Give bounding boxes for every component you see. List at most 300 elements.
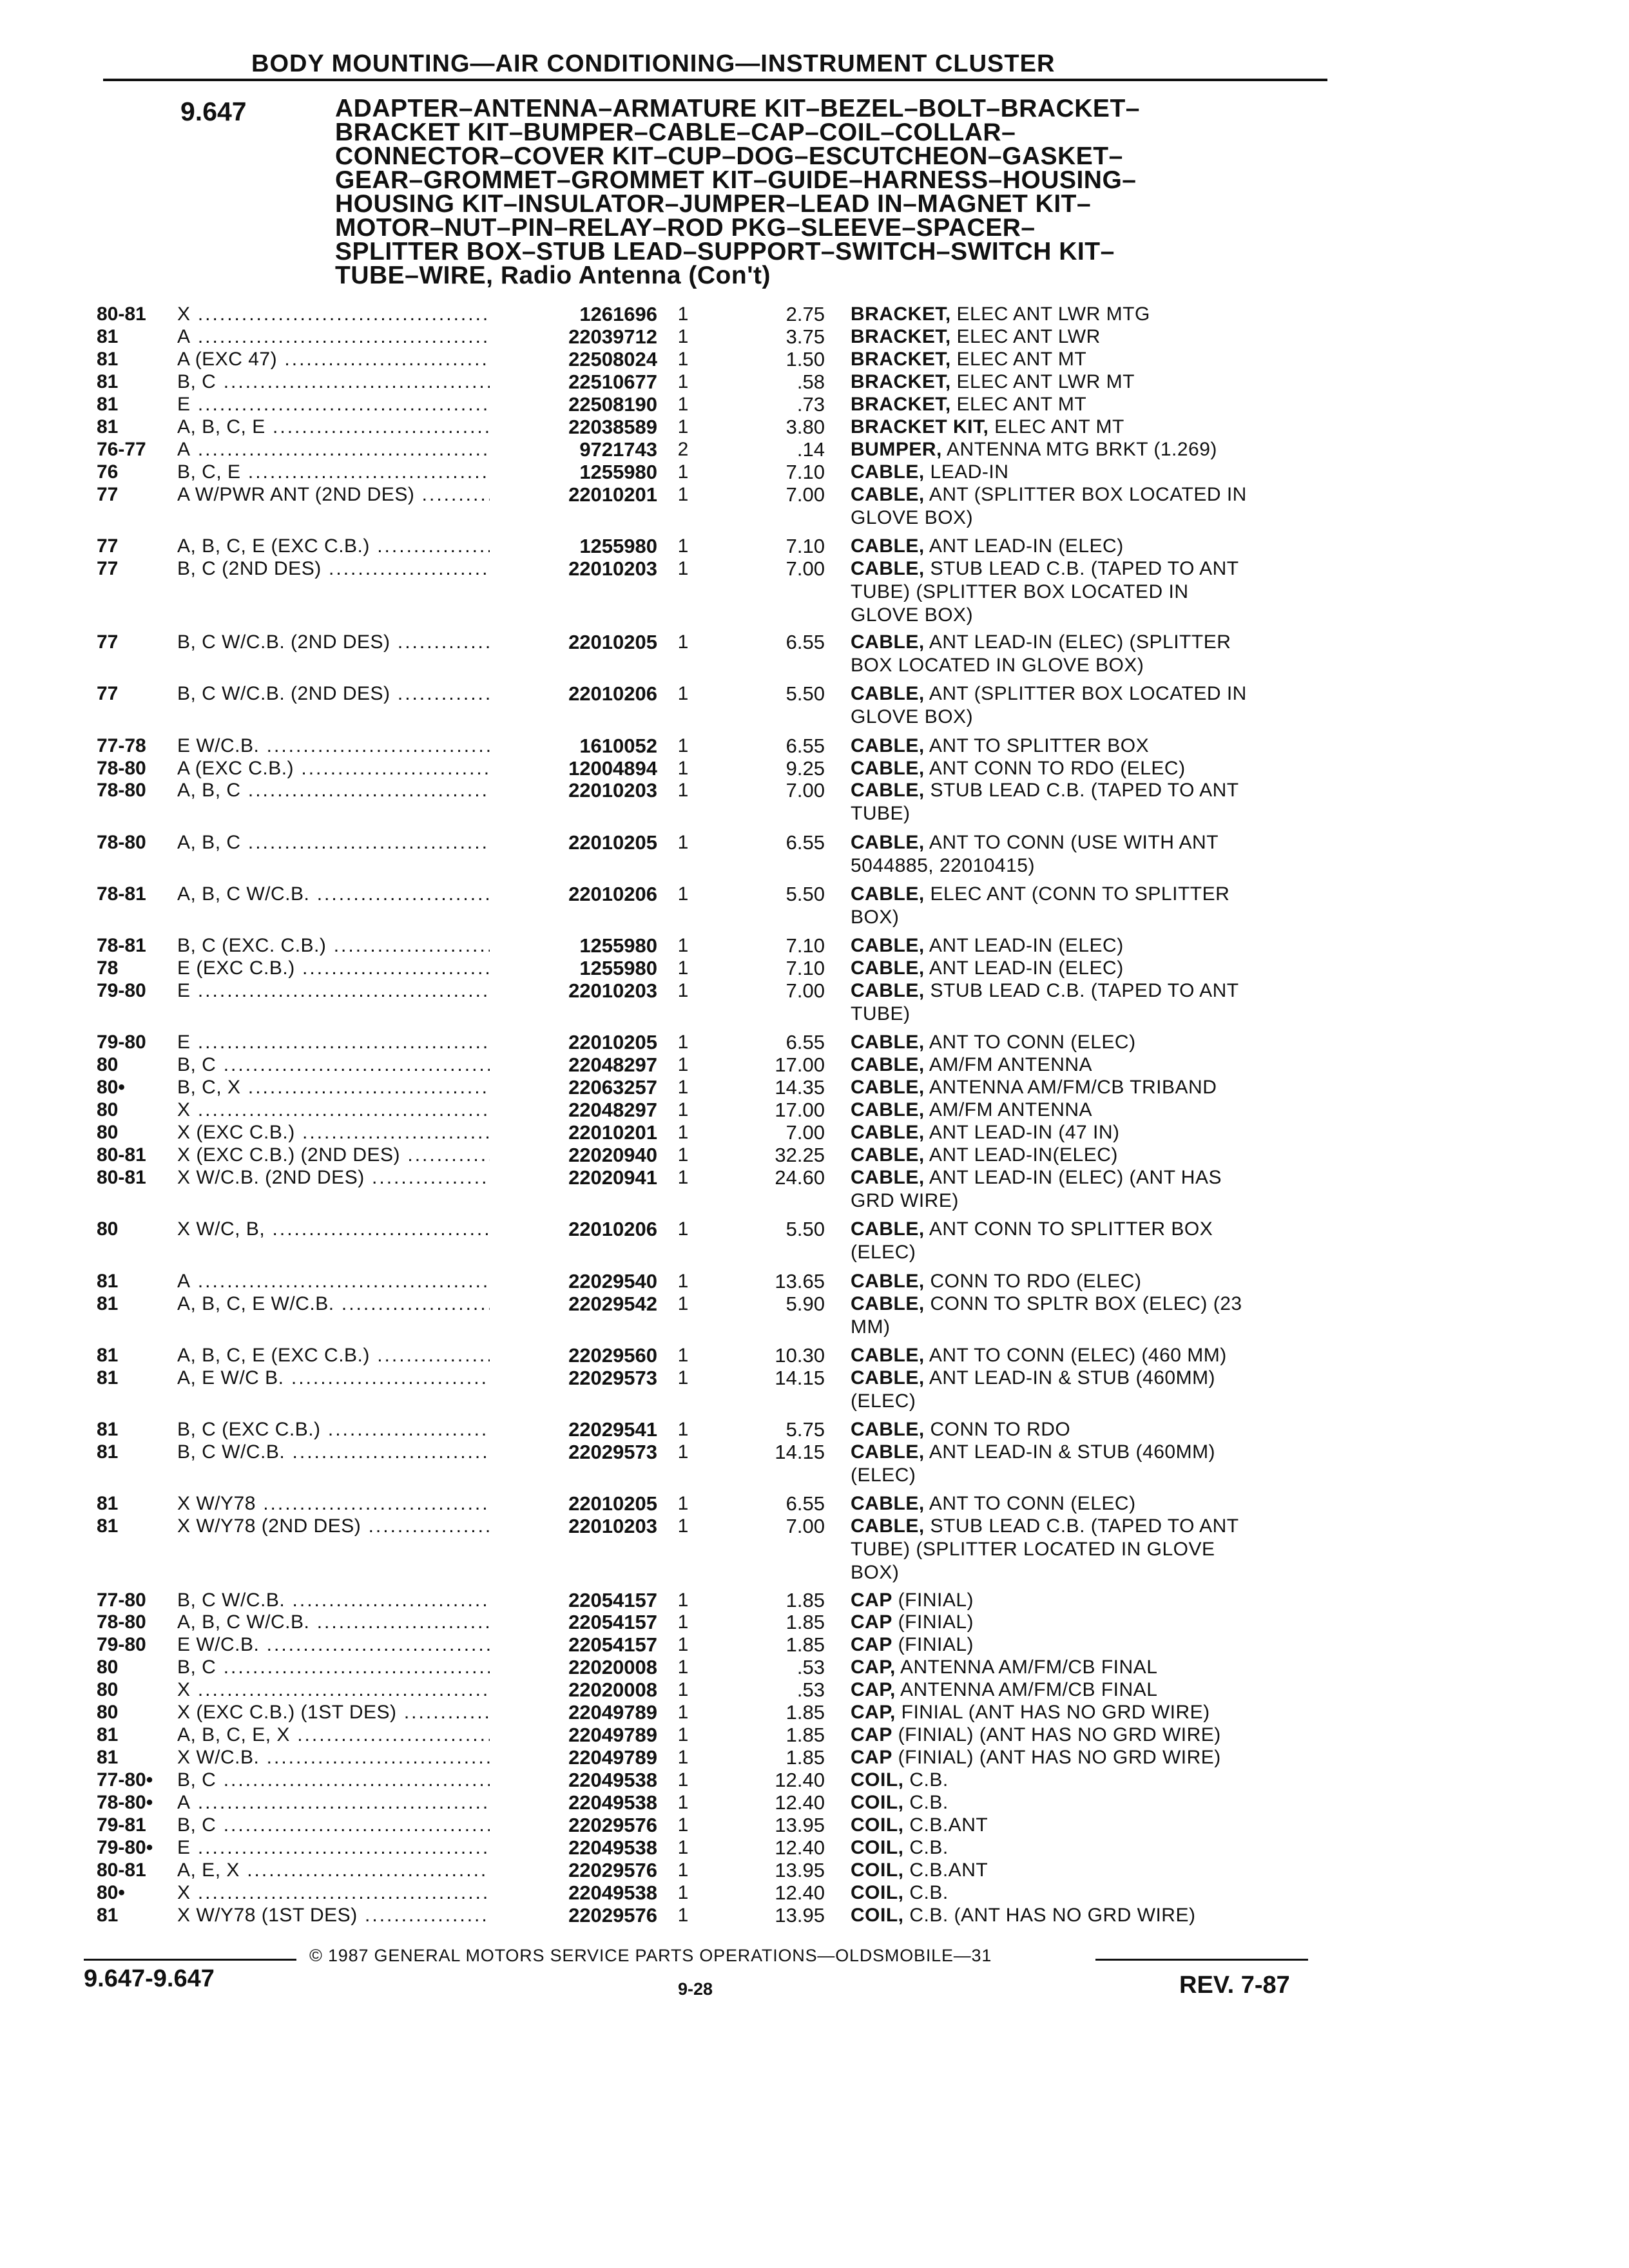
part-name: CABLE, <box>851 557 925 579</box>
part-description <box>851 1121 1347 1144</box>
price: 2.75 <box>786 303 825 325</box>
model-year: 79-80 <box>97 1634 146 1656</box>
part-description <box>851 831 1347 878</box>
model-code: E ..... <box>177 979 519 1003</box>
quantity: 1 <box>677 1679 689 1701</box>
part-detail: ELEC ANT LWR <box>950 325 1101 347</box>
part-name: CABLE, <box>851 483 925 505</box>
part-detail: AM/FM ANTENNA <box>924 1099 1093 1121</box>
part-description <box>851 1814 1347 1837</box>
price: 5.50 <box>786 883 825 905</box>
part-detail: STUB LEAD C.B. (TAPED TO ANT TUBE) <box>851 980 1239 1025</box>
part-description <box>851 1367 1347 1413</box>
price: 9.25 <box>786 756 825 780</box>
model-year: 77 <box>97 683 119 705</box>
part-number: 22049538 <box>490 1881 657 1905</box>
table-row <box>0 557 1629 631</box>
part-number: 22029576 <box>490 1904 657 1927</box>
table-row <box>0 735 1629 757</box>
model-code: A ..... <box>177 438 519 461</box>
price: 13.95 <box>775 1858 825 1881</box>
part-detail: C.B. <box>903 1769 949 1791</box>
part-name: CABLE, <box>851 1270 925 1292</box>
part-description <box>851 303 1347 326</box>
part-number: 1610052 <box>490 735 657 758</box>
table-row <box>0 461 1629 483</box>
model-code: X (EXC C.B.) (2ND DES) ..... <box>177 1144 519 1167</box>
table-row <box>0 831 1629 883</box>
part-detail: ANT TO CONN (USE WITH ANT 5044885, 22010415) <box>851 831 1219 876</box>
part-number: 22010203 <box>490 557 657 581</box>
model-code: X W/C.B. ..... <box>177 1746 519 1769</box>
price: 13.65 <box>775 1269 825 1293</box>
model-code: X ..... <box>177 1678 519 1702</box>
part-detail: ANT LEAD-IN (ELEC) <box>924 535 1124 557</box>
part-number: 22048297 <box>490 1099 657 1122</box>
model-code: X W/Y78 (1ST DES) ..... <box>177 1904 519 1927</box>
quantity: 1 <box>677 1589 689 1611</box>
model-code: E ..... <box>177 1031 519 1054</box>
part-detail: (FINIAL) <box>892 1634 974 1656</box>
part-description <box>851 1441 1347 1487</box>
revision-label: REV. 7-87 <box>1179 1972 1290 1999</box>
part-number: 22020941 <box>490 1166 657 1189</box>
part-description <box>851 1904 1347 1927</box>
part-name: CABLE, <box>851 1032 925 1053</box>
part-detail: ELEC ANT MT <box>988 416 1124 437</box>
part-description <box>851 934 1347 957</box>
quantity: 1 <box>677 980 689 1002</box>
part-detail: C.B. (ANT HAS NO GRD WIRE) <box>903 1904 1196 1926</box>
part-detail: (FINIAL) (ANT HAS NO GRD WIRE) <box>892 1724 1221 1746</box>
price: 1.85 <box>786 1633 825 1657</box>
part-name: CAP, <box>851 1702 896 1724</box>
part-description <box>851 535 1347 558</box>
price: .53 <box>796 1678 825 1702</box>
quantity: 1 <box>677 461 689 483</box>
table-row <box>0 1218 1629 1269</box>
part-number: 22010203 <box>490 779 657 802</box>
part-description <box>851 1053 1347 1077</box>
part-description <box>851 1144 1347 1167</box>
table-row <box>0 1904 1629 1927</box>
part-number: 22010201 <box>490 1121 657 1144</box>
model-year: 81 <box>97 1904 119 1926</box>
model-year: 80 <box>97 1679 119 1701</box>
model-year: 81 <box>97 1344 119 1366</box>
part-detail: C.B. <box>903 1836 949 1858</box>
part-description <box>851 1293 1347 1339</box>
part-number: 22029541 <box>490 1418 657 1441</box>
part-number: 22049789 <box>490 1724 657 1747</box>
quantity: 1 <box>677 1769 689 1791</box>
part-description <box>851 483 1347 530</box>
model-year: 80-81 <box>97 1859 146 1881</box>
part-name: CABLE, <box>851 1344 925 1366</box>
part-number: 22010205 <box>490 831 657 854</box>
price: 7.10 <box>786 460 825 483</box>
quantity: 1 <box>677 1791 689 1813</box>
part-name: BRACKET, <box>851 325 951 347</box>
table-row <box>0 1367 1629 1418</box>
quantity: 1 <box>677 1099 689 1121</box>
quantity: 1 <box>677 757 689 779</box>
quantity: 1 <box>677 393 689 415</box>
model-year: 78-81 <box>97 935 146 957</box>
part-description <box>851 1633 1347 1657</box>
table-row <box>0 1589 1629 1611</box>
model-year: 81 <box>97 370 119 392</box>
model-year: 80 <box>97 1702 119 1724</box>
model-code: E ..... <box>177 393 519 416</box>
quantity: 1 <box>677 957 689 979</box>
part-number: 22029573 <box>490 1367 657 1390</box>
part-number: 22020008 <box>490 1656 657 1679</box>
table-row <box>0 1746 1629 1769</box>
table-row <box>0 934 1629 957</box>
part-description <box>851 1344 1347 1367</box>
price: 12.40 <box>775 1769 825 1791</box>
part-name: CAP <box>851 1634 892 1656</box>
part-description <box>851 1656 1347 1679</box>
part-name: BRACKET, <box>851 393 951 415</box>
price: 24.60 <box>775 1166 825 1189</box>
part-name: CABLE, <box>851 780 925 802</box>
model-year: 81 <box>97 1293 119 1314</box>
part-description <box>851 325 1347 349</box>
part-name: CAP <box>851 1724 892 1746</box>
part-name: CABLE, <box>851 757 925 779</box>
quantity: 1 <box>677 1077 689 1099</box>
table-row <box>0 1859 1629 1881</box>
part-number: 22020008 <box>490 1678 657 1702</box>
part-number: 22048297 <box>490 1053 657 1077</box>
table-row <box>0 1441 1629 1492</box>
table-row <box>0 303 1629 325</box>
quantity: 1 <box>677 416 689 437</box>
quantity: 1 <box>677 1904 689 1926</box>
part-number: 22010205 <box>490 1492 657 1515</box>
part-detail: STUB LEAD C.B. (TAPED TO ANT TUBE) (SPLITTER LOCATED IN GLOVE BOX) <box>851 1515 1239 1584</box>
model-year: 78-80 <box>97 780 146 802</box>
price: 17.00 <box>775 1053 825 1077</box>
part-name: CABLE, <box>851 1122 925 1144</box>
part-number: 22049538 <box>490 1791 657 1814</box>
model-code: A ..... <box>177 1270 519 1293</box>
model-code: A ..... <box>177 325 519 349</box>
table-row <box>0 393 1629 416</box>
part-name: COIL, <box>851 1769 904 1791</box>
part-description <box>851 370 1347 394</box>
price: 7.10 <box>786 534 825 557</box>
price: 1.85 <box>786 1611 825 1634</box>
part-detail: ANT TO CONN (ELEC) <box>924 1032 1136 1053</box>
quantity: 1 <box>677 535 689 557</box>
model-code: X (EXC C.B.) ..... <box>177 1121 519 1144</box>
parts-table <box>0 303 1629 1927</box>
price: .73 <box>796 392 825 416</box>
part-description <box>851 1701 1347 1724</box>
price: 12.40 <box>775 1791 825 1814</box>
quantity: 1 <box>677 325 689 347</box>
model-code: B, C ..... <box>177 1053 519 1077</box>
part-number: 22020940 <box>490 1144 657 1167</box>
quantity: 1 <box>677 1054 689 1076</box>
quantity: 1 <box>677 303 689 325</box>
group-number: 9.647 <box>180 97 247 126</box>
price: 13.95 <box>775 1903 825 1927</box>
model-year: 78-80 <box>97 757 146 779</box>
part-detail: ELEC ANT LWR MTG <box>950 303 1150 325</box>
model-year: 78-81 <box>97 883 146 905</box>
part-name: CAP <box>851 1611 892 1633</box>
part-detail: C.B. <box>903 1881 949 1903</box>
part-detail: ANT (SPLITTER BOX LOCATED IN GLOVE BOX) <box>851 483 1247 528</box>
quantity: 1 <box>677 1657 689 1678</box>
part-name: CABLE, <box>851 1167 925 1189</box>
part-description <box>851 757 1347 780</box>
part-detail: ELEC ANT LWR MT <box>950 370 1135 392</box>
price: 7.00 <box>786 779 825 802</box>
quantity: 1 <box>677 1814 689 1836</box>
part-number: 22010206 <box>490 883 657 906</box>
quantity: 1 <box>677 370 689 392</box>
model-code: X ..... <box>177 1099 519 1122</box>
price: 1.85 <box>786 1746 825 1769</box>
part-number: 22054157 <box>490 1611 657 1634</box>
part-description <box>851 631 1347 677</box>
table-row <box>0 416 1629 438</box>
quantity: 1 <box>677 683 689 705</box>
model-year: 80• <box>97 1077 125 1099</box>
part-detail: ANTENNA AM/FM/CB FINAL <box>895 1657 1158 1678</box>
part-number: 12004894 <box>490 757 657 780</box>
table-row <box>0 979 1629 1031</box>
part-number: 22029542 <box>490 1293 657 1316</box>
part-name: CABLE, <box>851 1367 925 1389</box>
table-row <box>0 1053 1629 1076</box>
part-number: 22510677 <box>490 370 657 394</box>
part-name: CABLE, <box>851 957 925 979</box>
price: 14.15 <box>775 1441 825 1463</box>
model-code: B, C ..... <box>177 1769 519 1792</box>
part-detail: (FINIAL) (ANT HAS NO GRD WIRE) <box>892 1747 1221 1769</box>
part-number: 1255980 <box>490 934 657 957</box>
table-row <box>0 370 1629 393</box>
part-description <box>851 416 1347 439</box>
part-name: CABLE, <box>851 1419 925 1441</box>
quantity: 1 <box>677 1515 689 1537</box>
part-detail: ANT (SPLITTER BOX LOCATED IN GLOVE BOX) <box>851 683 1247 728</box>
model-year: 79-80 <box>97 1032 146 1053</box>
part-detail: ANT LEAD-IN (ELEC) (ANT HAS GRD WIRE) <box>851 1167 1222 1212</box>
part-detail: STUB LEAD C.B. (TAPED TO ANT TUBE) (SPLITTER BOX LOCATED IN GLOVE BOX) <box>851 557 1239 626</box>
price: 7.00 <box>786 979 825 1003</box>
price: 6.55 <box>786 1031 825 1054</box>
model-year: 81 <box>97 416 119 437</box>
part-name: CABLE, <box>851 1144 925 1166</box>
quantity: 1 <box>677 780 689 802</box>
quantity: 1 <box>677 1419 689 1441</box>
model-year: 77-80• <box>97 1769 153 1791</box>
model-code: A (EXC C.B.) ..... <box>177 757 519 780</box>
model-code: B, C, E ..... <box>177 461 519 484</box>
part-name: CABLE, <box>851 631 925 653</box>
part-name: CAP, <box>851 1657 896 1678</box>
part-name: BRACKET, <box>851 348 951 370</box>
model-code: A, B, C, E ..... <box>177 416 519 439</box>
table-row <box>0 1418 1629 1441</box>
part-detail: C.B.ANT <box>903 1859 988 1881</box>
quantity: 1 <box>677 1167 689 1189</box>
table-row <box>0 682 1629 734</box>
table-row <box>0 1492 1629 1515</box>
part-description <box>851 1270 1347 1293</box>
table-row <box>0 1144 1629 1166</box>
table-row <box>0 483 1629 535</box>
quantity: 1 <box>677 1441 689 1463</box>
part-description <box>851 1611 1347 1634</box>
footer-copyright: © 1987 GENERAL MOTORS SERVICE PARTS OPERATIONS—OLDSMOBILE—31 <box>309 1946 992 1965</box>
table-row <box>0 1515 1629 1588</box>
part-number: 22049789 <box>490 1701 657 1724</box>
part-number: 22010203 <box>490 1515 657 1538</box>
model-code: B, C W/C.B. ..... <box>177 1441 519 1464</box>
model-code: B, C ..... <box>177 1814 519 1837</box>
part-number: 22508024 <box>490 348 657 371</box>
part-number: 22049538 <box>490 1836 657 1860</box>
model-year: 80 <box>97 1657 119 1678</box>
price: 7.00 <box>786 557 825 580</box>
part-description <box>851 1678 1347 1702</box>
model-year: 81 <box>97 1493 119 1515</box>
table-row <box>0 631 1629 682</box>
model-code: A (EXC 47) ..... <box>177 348 519 371</box>
part-description <box>851 1589 1347 1612</box>
footer-rule-left <box>84 1959 296 1961</box>
price: .14 <box>796 437 825 461</box>
part-detail: ANT CONN TO RDO (ELEC) <box>924 757 1186 779</box>
part-name: CABLE, <box>851 1515 925 1537</box>
model-year: 77 <box>97 483 119 505</box>
part-description <box>851 348 1347 371</box>
model-year: 81 <box>97 1747 119 1769</box>
model-code: B, C W/C.B. (2ND DES) ..... <box>177 682 519 706</box>
model-year: 77 <box>97 631 119 653</box>
part-name: COIL, <box>851 1904 904 1926</box>
quantity: 1 <box>677 883 689 905</box>
model-code: X ..... <box>177 303 519 326</box>
model-year: 81 <box>97 1441 119 1463</box>
part-number: 22010206 <box>490 682 657 706</box>
model-year: 81 <box>97 393 119 415</box>
part-name: CABLE, <box>851 1441 925 1463</box>
model-code: A, B, C ..... <box>177 831 519 854</box>
model-code: B, C (EXC. C.B.) ..... <box>177 934 519 957</box>
quantity: 1 <box>677 1144 689 1166</box>
model-code: A ..... <box>177 1791 519 1814</box>
part-detail: ANT LEAD-IN & STUB (460MM) (ELEC) <box>851 1367 1216 1412</box>
table-row <box>0 1611 1629 1633</box>
table-row <box>0 1293 1629 1344</box>
model-code: B, C W/C.B. (2ND DES) ..... <box>177 631 519 654</box>
quantity: 1 <box>677 1032 689 1053</box>
part-description <box>851 1769 1347 1792</box>
part-name: COIL, <box>851 1791 904 1813</box>
price: 6.55 <box>786 1492 825 1515</box>
quantity: 1 <box>677 1218 689 1240</box>
model-year: 81 <box>97 1367 119 1389</box>
part-name: CAP <box>851 1589 892 1611</box>
part-description <box>851 1031 1347 1054</box>
table-row <box>0 535 1629 557</box>
table-row <box>0 957 1629 979</box>
model-year: 80 <box>97 1122 119 1144</box>
price: .53 <box>796 1656 825 1679</box>
model-code: A, B, C W/C.B. ..... <box>177 1611 519 1634</box>
model-code: E ..... <box>177 1836 519 1860</box>
table-row <box>0 1099 1629 1121</box>
part-detail: C.B. <box>903 1791 949 1813</box>
part-name: CABLE, <box>851 1493 925 1515</box>
model-code: X W/Y78 (2ND DES) ..... <box>177 1515 519 1538</box>
part-description <box>851 393 1347 416</box>
model-year: 76 <box>97 461 119 483</box>
part-number: 22029576 <box>490 1814 657 1837</box>
price: 5.90 <box>786 1292 825 1315</box>
part-name: CABLE, <box>851 1077 925 1099</box>
price: 7.00 <box>786 1515 825 1538</box>
model-year: 81 <box>97 348 119 370</box>
table-row <box>0 438 1629 461</box>
model-year: 77-78 <box>97 735 146 756</box>
part-description <box>851 1218 1347 1264</box>
quantity: 1 <box>677 1859 689 1881</box>
model-code: B, C, X ..... <box>177 1076 519 1099</box>
part-detail: ANTENNA AM/FM/CB FINAL <box>895 1679 1158 1701</box>
part-detail: ANT LEAD-IN (ELEC) (SPLITTER BOX LOCATED IN GLOVE BOX) <box>851 631 1231 676</box>
model-year: 77 <box>97 535 119 557</box>
part-name: CAP, <box>851 1679 896 1701</box>
quantity: 1 <box>677 1724 689 1746</box>
part-name: BRACKET, <box>851 370 951 392</box>
price: 14.15 <box>775 1366 825 1389</box>
price: 7.00 <box>786 483 825 506</box>
part-name: CABLE, <box>851 683 925 705</box>
model-code: X W/Y78 ..... <box>177 1492 519 1515</box>
part-description <box>851 1791 1347 1814</box>
part-name: BRACKET KIT, <box>851 416 989 437</box>
model-code: A, B, C W/C.B. ..... <box>177 883 519 906</box>
model-year: 81 <box>97 1724 119 1746</box>
quantity: 1 <box>677 631 689 653</box>
part-detail: ANT LEAD-IN (ELEC) <box>924 935 1124 957</box>
part-description <box>851 979 1347 1026</box>
part-name: BRACKET, <box>851 303 951 325</box>
quantity: 1 <box>677 1611 689 1633</box>
part-number: 9721743 <box>490 438 657 461</box>
price: 32.25 <box>775 1144 825 1167</box>
part-name: COIL, <box>851 1814 904 1836</box>
quantity: 1 <box>677 1747 689 1769</box>
part-number: 22049538 <box>490 1769 657 1792</box>
quantity: 2 <box>677 438 689 460</box>
table-row <box>0 779 1629 831</box>
table-row <box>0 757 1629 780</box>
page-number: 9-28 <box>678 1979 713 1999</box>
price: 13.95 <box>775 1813 825 1836</box>
part-description <box>851 1099 1347 1122</box>
